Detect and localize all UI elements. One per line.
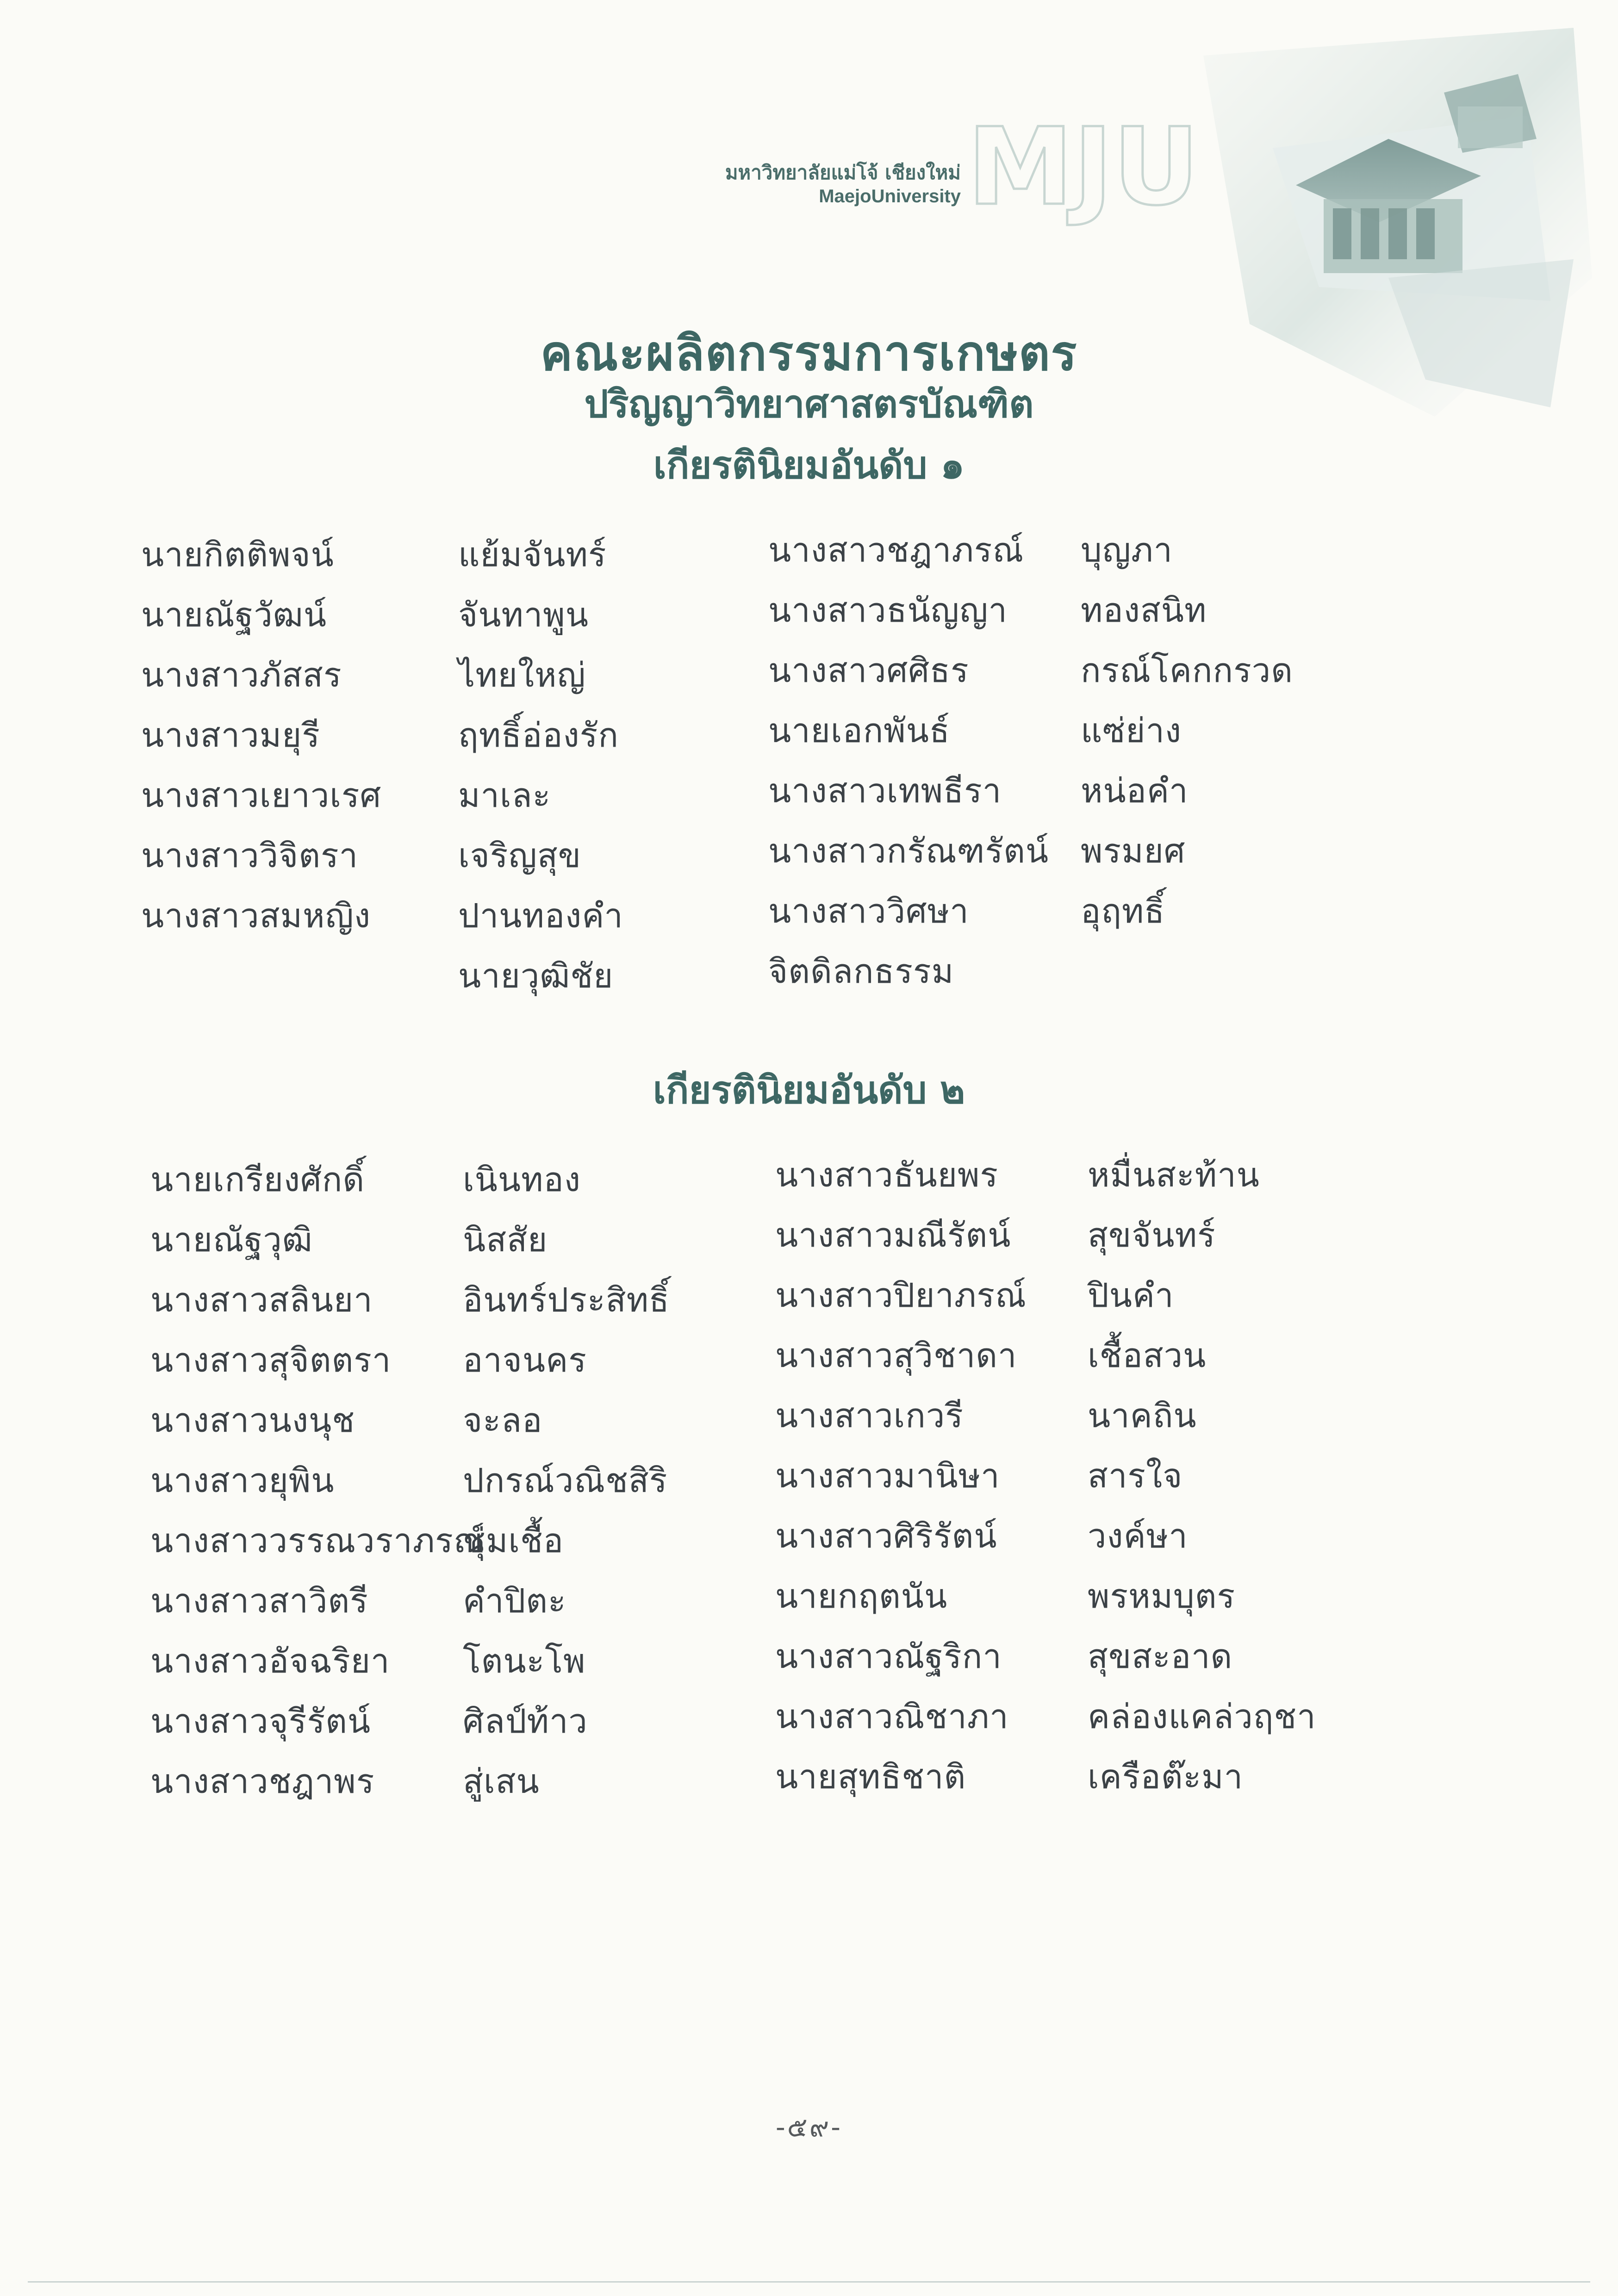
- university-name-thai: มหาวิทยาลัยแม่โจ้ เชียงใหม่: [725, 161, 961, 184]
- honor-1-heading: เกียรตินิยมอันดับ ๑: [653, 443, 965, 487]
- list-item: นายณัฐวัฒน์: [141, 595, 327, 634]
- faculty-title: คณะผลิตกรรมการเกษตร: [540, 325, 1078, 381]
- list-item: นางสาวจุรีรัตน์: [150, 1702, 371, 1741]
- list-item: เจริญสุข: [458, 836, 581, 875]
- list-item: คำปิตะ: [463, 1581, 566, 1620]
- list-item: นางสาวธันยพร: [775, 1155, 999, 1194]
- list-item: ไทยใหญ่: [458, 655, 586, 694]
- list-item: จันทาพูน: [458, 595, 589, 634]
- list-item: สุขสะอาด: [1088, 1637, 1233, 1676]
- list-item: นายวุฒิชัย: [458, 956, 614, 995]
- list-item: กรณ์โคกกรวด: [1081, 651, 1293, 690]
- list-item: มาเละ: [458, 776, 551, 815]
- list-item: นายเกรียงศักดิ์: [150, 1160, 365, 1199]
- list-item: ชุ่มเชื้อ: [463, 1521, 564, 1560]
- list-item: แซ่ย่าง: [1081, 711, 1182, 750]
- list-item: นางสาววรรณวราภรณ์: [150, 1521, 485, 1560]
- list-item: นางสาวสมหญิง: [141, 896, 371, 935]
- list-item: นางสาวนงนุช: [150, 1401, 355, 1440]
- list-item: นางสาววิจิตรา: [141, 836, 359, 875]
- list-item: นางสาวณิชาภา: [775, 1697, 1009, 1736]
- list-item: อุฤทธิ์: [1081, 892, 1165, 930]
- list-item: สารใจ: [1088, 1456, 1183, 1495]
- footer-divider: [28, 2281, 1590, 2283]
- list-item: บุญภา: [1081, 530, 1173, 569]
- list-item: นางสาวอัจฉริยา: [150, 1641, 390, 1680]
- list-item: นายเอกพันธ์: [768, 711, 950, 750]
- list-item: นางสาวศศิธร: [768, 651, 969, 690]
- list-item: ปานทองคำ: [458, 896, 623, 935]
- list-item: นาคถิน: [1088, 1396, 1197, 1435]
- list-item: นายกฤตนัน: [775, 1577, 948, 1616]
- list-item: นางสาวชฎาพร: [150, 1762, 375, 1801]
- list-item: สู่เสน: [463, 1762, 540, 1801]
- list-item: พรหมบุตร: [1088, 1577, 1236, 1616]
- list-item: นางสาวณัฐริกา: [775, 1637, 1002, 1676]
- list-item: อินทร์ประสิทธิ์: [463, 1280, 670, 1319]
- list-item: นางสาวสลินยา: [150, 1280, 373, 1319]
- list-item: นายสุทธิชาติ: [775, 1757, 966, 1796]
- list-item: ปินคำ: [1088, 1276, 1174, 1315]
- list-item: นางสาวธนัญญา: [768, 591, 1008, 630]
- list-item: นางสาวศิริรัตน์: [775, 1516, 997, 1555]
- list-item: สุขจันทร์: [1088, 1216, 1216, 1254]
- university-name-english: MaejoUniversity: [819, 186, 961, 206]
- list-item: วงค์ษา: [1088, 1516, 1188, 1555]
- honor-2-heading: เกียรตินิยมอันดับ ๒: [653, 1068, 965, 1112]
- list-item: จิตดิลกธรรม: [768, 952, 954, 991]
- list-item: นางสาวภัสสร: [141, 655, 342, 694]
- list-item: นางสาวสุจิตตรา: [150, 1341, 392, 1379]
- list-item: นายณัฐวุฒิ: [150, 1220, 313, 1259]
- list-item: เชื้อสวน: [1088, 1336, 1207, 1375]
- list-item: นิสสัย: [463, 1220, 548, 1259]
- list-item: จะลอ: [463, 1401, 543, 1440]
- list-item: นางสาวเยาวเรศ: [141, 776, 382, 815]
- list-item: อาจนคร: [463, 1341, 587, 1379]
- list-item: นางสาวมยุรี: [141, 716, 320, 755]
- list-item: เนินทอง: [463, 1160, 581, 1199]
- list-item: เครือต๊ะมา: [1088, 1757, 1244, 1796]
- list-item: คล่องแคล่วฤชา: [1088, 1697, 1316, 1736]
- list-item: โตนะโพ: [463, 1641, 586, 1680]
- list-item: พรมยศ: [1081, 831, 1186, 870]
- list-item: นางสาวสาวิตรี: [150, 1581, 368, 1620]
- list-item: นางสาวชฎาภรณ์: [768, 530, 1024, 569]
- list-item: ปกรณ์วณิชสิริ: [463, 1461, 668, 1500]
- list-item: นางสาวเกวรี: [775, 1396, 964, 1435]
- list-item: ฤทธิ์อ่องรัก: [458, 716, 619, 755]
- list-item: นางสาวมณีรัตน์: [775, 1216, 1011, 1254]
- list-item: นางสาววิศษา: [768, 892, 969, 930]
- list-item: นางสาวมานิษา: [775, 1456, 1000, 1495]
- list-item: นางสาวสุวิชาดา: [775, 1336, 1017, 1375]
- svg-text:MJU: MJU: [967, 106, 1200, 229]
- list-item: นายกิตติพจน์: [141, 535, 334, 574]
- page-number: -๕๙-: [775, 2111, 843, 2143]
- list-item: ศิลป์ท้าว: [463, 1702, 588, 1741]
- list-item: นางสาวเทพธีรา: [768, 771, 1002, 810]
- list-item: หน่อคำ: [1081, 771, 1189, 810]
- list-item: หมื่นสะท้าน: [1088, 1155, 1260, 1194]
- degree-title: ปริญญาวิทยาศาสตรบัณฑิต: [584, 382, 1034, 426]
- list-item: นางสาวยุพิน: [150, 1461, 335, 1500]
- list-item: แย้มจันทร์: [458, 535, 607, 574]
- list-item: นางสาวกรัณฑรัตน์: [768, 831, 1049, 870]
- list-item: ทองสนิท: [1081, 591, 1207, 630]
- list-item: นางสาวปิยาภรณ์: [775, 1276, 1027, 1315]
